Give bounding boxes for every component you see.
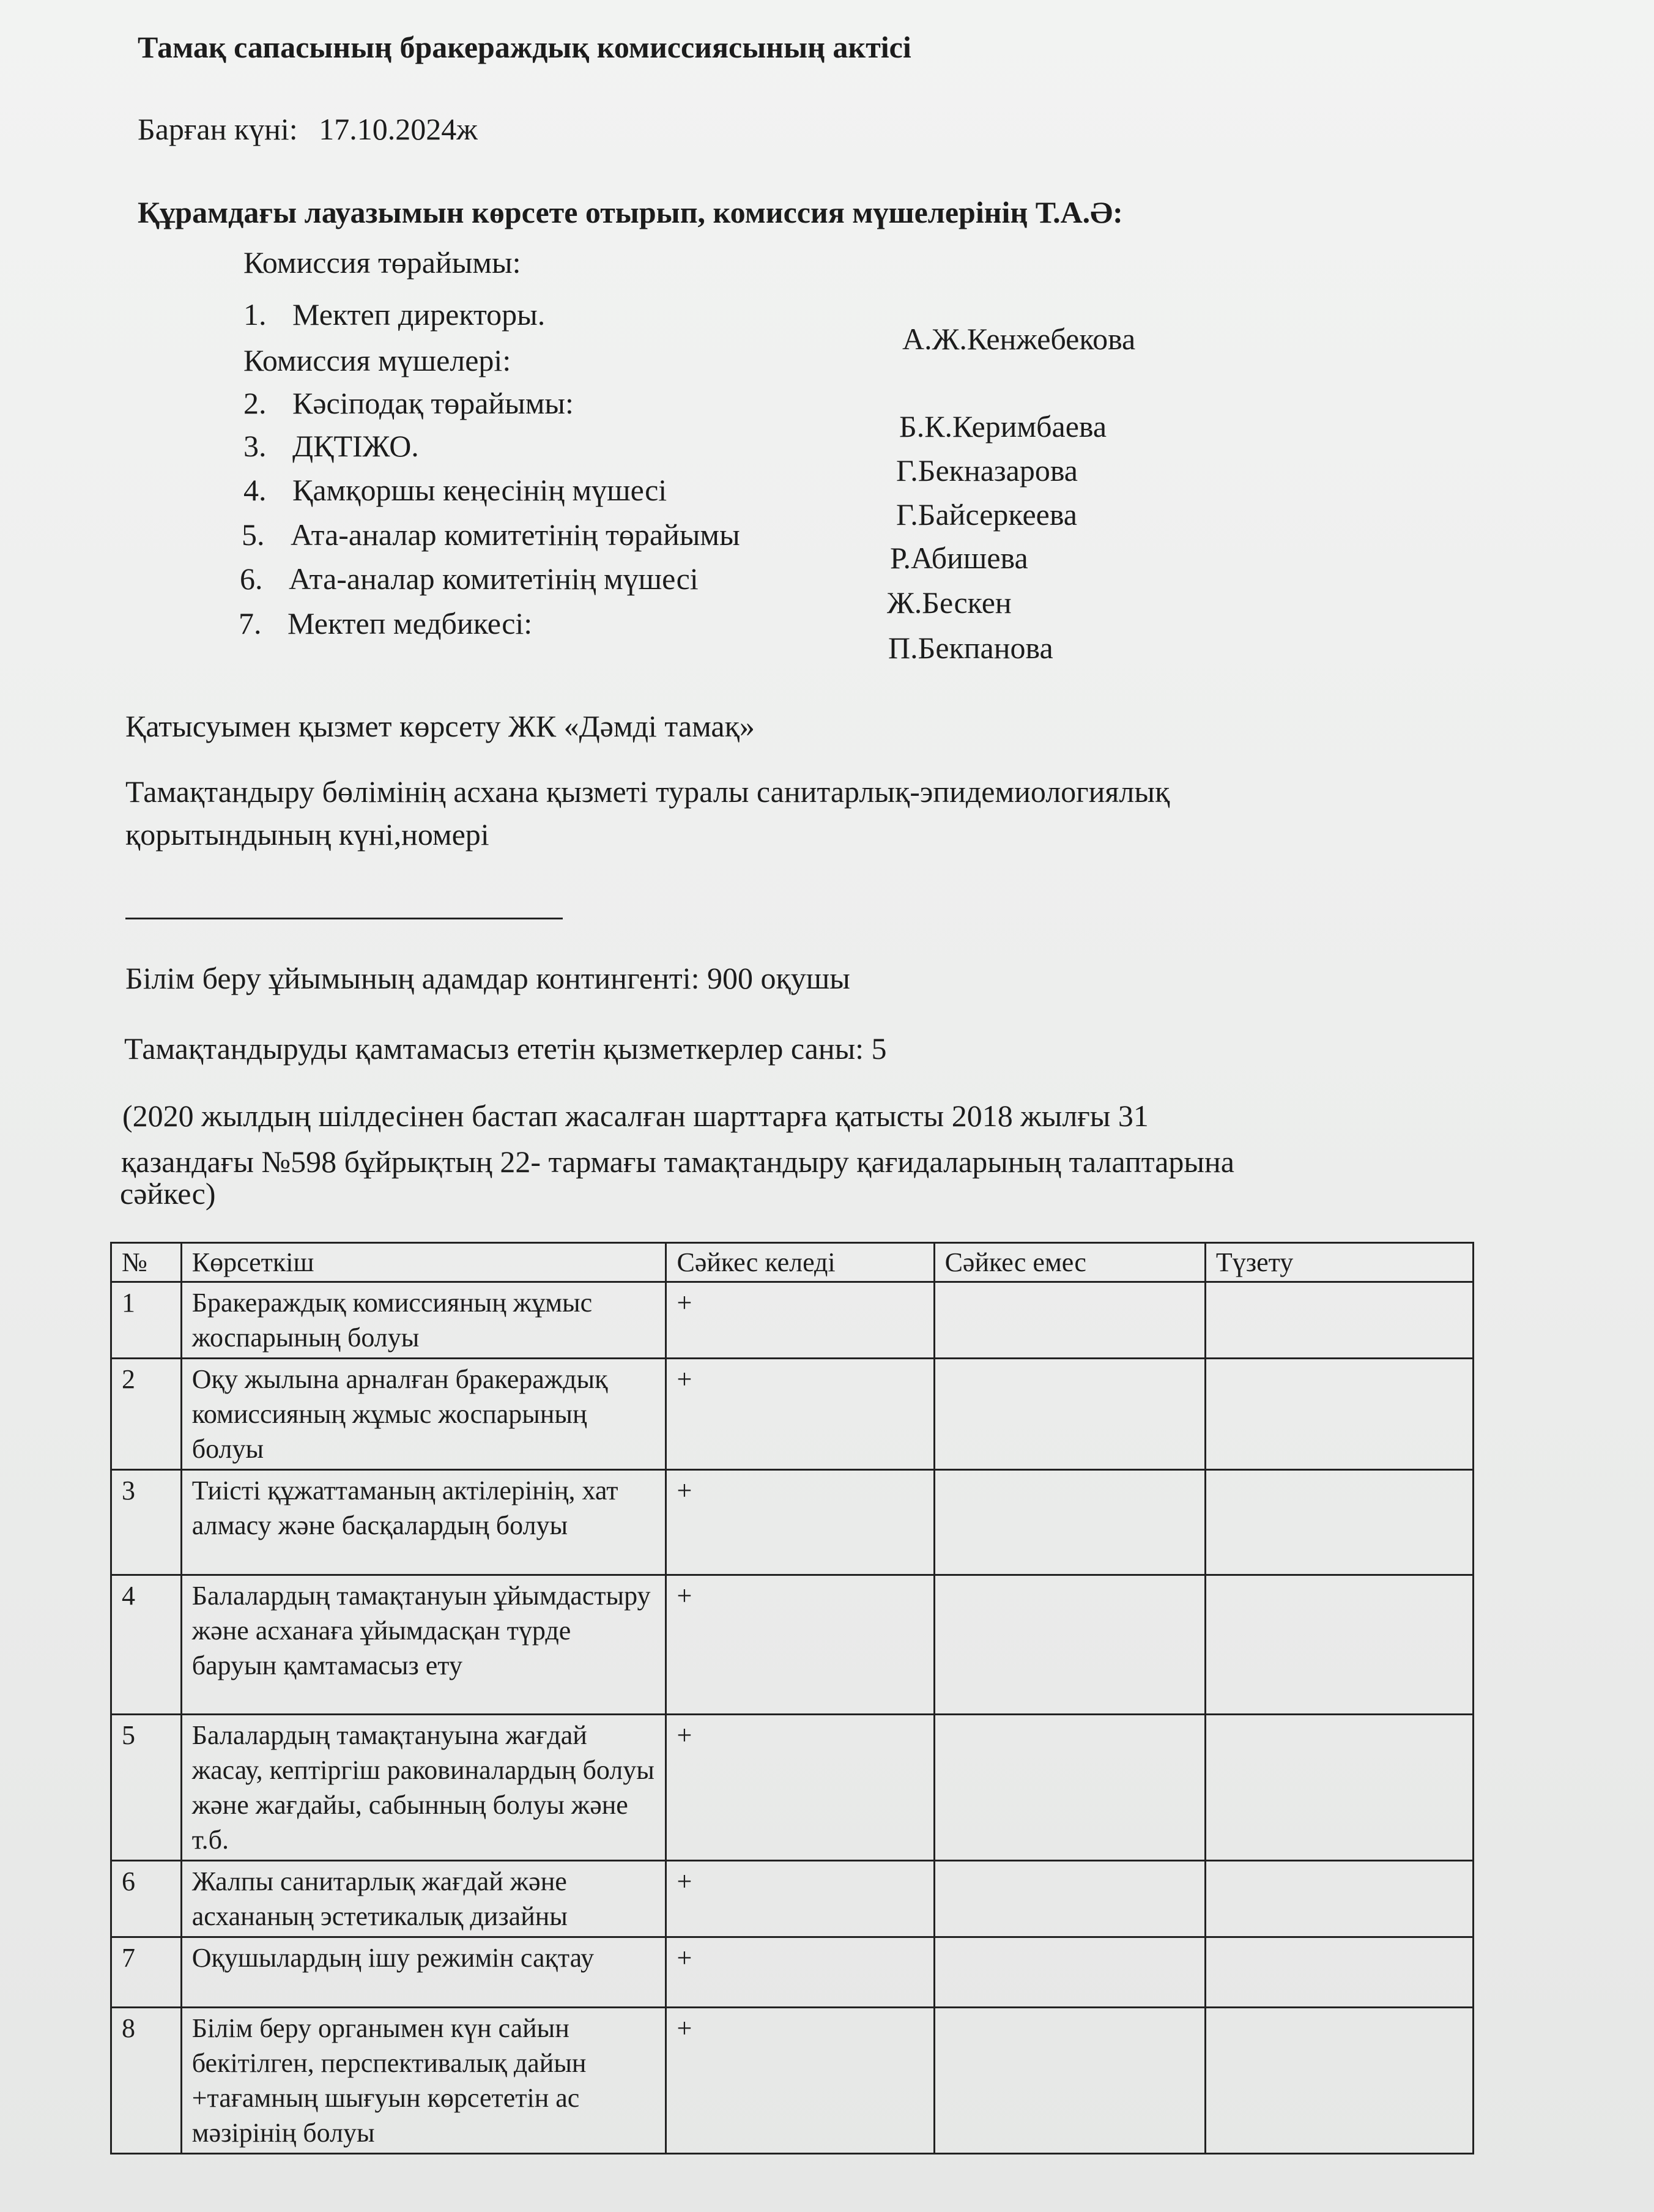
member-role: Қамқоршы кеңесінің мүшесі	[292, 473, 667, 507]
document-title: Тамақ сапасының бракераждық комиссиясының актісі	[138, 30, 911, 64]
row-noncompliant	[934, 2008, 1205, 2154]
member-num: 7.	[239, 606, 262, 640]
member-name-4: Г.Байсеркеева	[896, 497, 1077, 532]
members-label: Комиссия мүшелері:	[243, 343, 511, 377]
table-row	[111, 1861, 1474, 1937]
table-row	[111, 1359, 1474, 1470]
member-role: Мектеп директоры.	[292, 297, 546, 332]
row-indicator: Бракераждық комиссияның жұмыс жоспарының болуы	[181, 1282, 666, 1359]
visit-date-value: 17.10.2024ж	[319, 112, 478, 146]
visit-date-label: Барған күні:	[138, 112, 298, 146]
row-number: 1	[111, 1282, 182, 1359]
row-number: 8	[111, 2008, 182, 2154]
header-compliant: Сәйкес келеді	[666, 1243, 934, 1282]
row-indicator: Білім беру органымен күн сайын бекітілген, перспективалық дайын +тағамның шығуын көрсететін ас мәзірінің болуы	[181, 2008, 666, 2154]
sanitary-line-1: Тамақтандыру бөлімінің асхана қызметі туралы санитарлық-эпидемиологиялық	[125, 774, 1170, 809]
member-role-1	[243, 297, 545, 332]
member-role-3	[243, 428, 419, 464]
row-noncompliant	[934, 1282, 1205, 1359]
header-number: №	[111, 1243, 182, 1282]
table-row	[111, 1470, 1474, 1575]
row-noncompliant	[934, 1937, 1205, 2008]
member-role: Ата-аналар комитетінің төрайымы	[291, 518, 740, 552]
table-row	[111, 1937, 1474, 2008]
row-correction	[1205, 1470, 1473, 1575]
row-compliant: +	[666, 1470, 934, 1575]
row-correction	[1205, 1937, 1473, 2008]
row-number: 3	[111, 1470, 182, 1575]
member-role-5	[242, 517, 740, 552]
row-correction	[1205, 1282, 1473, 1359]
header-indicator: Көрсеткіш	[181, 1243, 666, 1282]
member-name-5: Р.Абишева	[890, 541, 1028, 575]
row-noncompliant	[934, 1470, 1205, 1575]
table-row	[111, 1575, 1474, 1715]
member-role-7	[239, 606, 532, 641]
row-correction	[1205, 1715, 1473, 1861]
row-indicator: Жалпы санитарлық жағдай және асхананың эстетикалық дизайны	[181, 1861, 666, 1937]
row-number: 2	[111, 1359, 182, 1470]
composition-heading: Құрамдағы лауазымын көрсете отырып, комиссия мүшелерінің Т.А.Ә:	[138, 195, 1123, 229]
row-compliant: +	[666, 1575, 934, 1715]
member-role: ДҚТІЖО.	[292, 429, 419, 463]
row-noncompliant	[934, 1359, 1205, 1470]
basis-line-1: (2020 жылдың шілдесінен бастап жасалған шарттарға қатысты 2018 жылғы 31	[122, 1099, 1149, 1133]
row-correction	[1205, 1359, 1473, 1470]
basis-line-3: сәйкес)	[120, 1176, 216, 1211]
row-compliant: +	[666, 1937, 934, 2008]
row-indicator: Тиісті құжаттаманың актілерінің, хат алмасу және басқалардың болуы	[181, 1470, 666, 1575]
row-indicator: Балалардың тамақтануын ұйымдастыру және асханаға ұйымдасқан түрде баруын қамтамасыз ету	[181, 1575, 666, 1715]
header-correction: Түзету	[1205, 1243, 1473, 1282]
member-role-4	[243, 472, 667, 508]
row-indicator: Оқушылардың ішу режимін сақтау	[181, 1937, 666, 2008]
member-name-7: П.Бекпанова	[888, 631, 1053, 665]
member-name-1: А.Ж.Кенжебекова	[902, 322, 1136, 356]
member-role: Мектеп медбикесі:	[287, 606, 533, 640]
sanitary-line-2: қорытындының күні,номері	[125, 817, 489, 852]
chair-label: Комиссия төрайымы:	[243, 245, 521, 280]
row-correction	[1205, 1861, 1473, 1937]
row-noncompliant	[934, 1715, 1205, 1861]
row-indicator: Оқу жылына арналған бракераждық комиссияның жұмыс жоспарының болуы	[181, 1359, 666, 1470]
member-num: 6.	[240, 562, 263, 596]
basis-line-2: қазандағы №598 бұйрықтың 22- тармағы тамақтандыру қағидаларының талаптарына	[121, 1145, 1234, 1179]
member-role: Ата-аналар комитетінің мүшесі	[289, 562, 699, 596]
row-noncompliant	[934, 1861, 1205, 1937]
row-noncompliant	[934, 1575, 1205, 1715]
member-num: 4.	[243, 473, 267, 507]
member-name-2: Б.К.Керимбаева	[899, 409, 1107, 444]
row-compliant: +	[666, 1715, 934, 1861]
table-header-row	[111, 1243, 1474, 1282]
member-num: 1.	[243, 297, 267, 332]
row-number: 7	[111, 1937, 182, 2008]
row-number: 4	[111, 1575, 182, 1715]
row-indicator: Балалардың тамақтануына жағдай жасау, кептіргіш раковиналардың болуы және жағдайы, сабынның болуы және т.б.	[181, 1715, 666, 1861]
table-row	[111, 1715, 1474, 1861]
contingent-line: Білім беру ұйымының адамдар контингенті: 900 оқушы	[125, 961, 850, 995]
provider-line: Қатысуымен қызмет көрсету ЖК «Дәмді тамақ»	[125, 709, 755, 743]
member-name-6: Ж.Бескен	[887, 585, 1012, 620]
staff-count-line: Тамақтандыруды қамтамасыз ететін қызметкерлер саны: 5	[124, 1031, 887, 1066]
member-name-3: Г.Бекназарова	[896, 453, 1078, 488]
member-num: 5.	[242, 518, 265, 552]
member-role-2	[243, 385, 574, 421]
row-compliant: +	[666, 2008, 934, 2154]
row-compliant: +	[666, 1861, 934, 1937]
row-compliant: +	[666, 1359, 934, 1470]
blank-fill-line	[125, 918, 563, 919]
member-role-6	[240, 561, 699, 596]
row-number: 5	[111, 1715, 182, 1861]
member-role: Кәсіподақ төрайымы:	[292, 386, 574, 420]
criteria-table	[110, 1242, 1474, 2154]
row-number: 6	[111, 1861, 182, 1937]
member-num: 3.	[243, 429, 267, 463]
table-row	[111, 1282, 1474, 1359]
table-row	[111, 2008, 1474, 2154]
row-correction	[1205, 2008, 1473, 2154]
row-correction	[1205, 1575, 1473, 1715]
row-compliant: +	[666, 1282, 934, 1359]
visit-date-line	[138, 111, 478, 147]
header-noncompliant: Сәйкес емес	[934, 1243, 1205, 1282]
member-num: 2.	[243, 386, 267, 420]
